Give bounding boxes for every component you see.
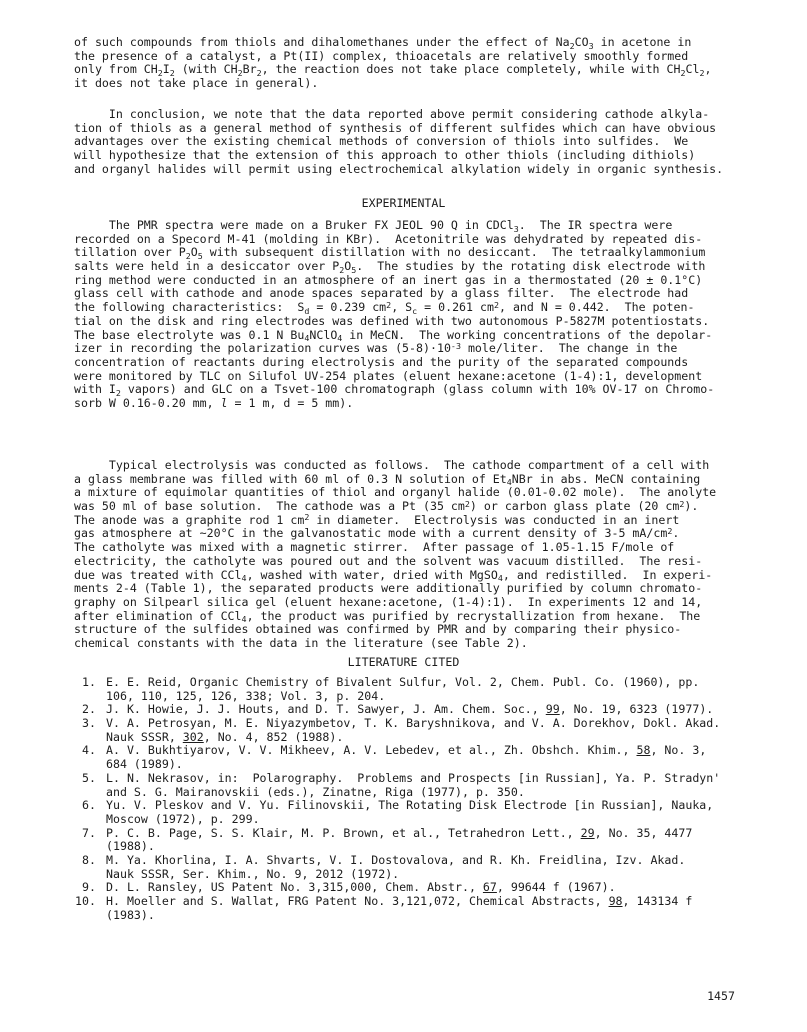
reference-number: 1. <box>82 675 96 689</box>
reference-line: V. A. Petrosyan, M. E. Niyazymbetov, T. K. Baryshnikova, and V. A. Dorekhov, Dokl. Akad. <box>106 716 721 731</box>
literature-cited-heading: LITERATURE CITED <box>347 655 460 669</box>
text-line: gas atmosphere at ~20°C in the galvanostatic mode with a current density of 3-5 $mA/cm^2$. <box>74 525 680 541</box>
reference-line: Moscow (1972), p. 299. <box>106 811 260 826</box>
text-line: will hypothesize that the extension of this approach to other thiols (including dithiols) <box>74 148 696 163</box>
reference-number: 2. <box>82 702 96 717</box>
reference-line: Nauk SSSR, 302, No. 4, 852 (1988). <box>106 729 344 744</box>
text-line: due was treated with CCl$_4$, washed with water, dried with MgSO$_4$, and redistilled. In experi- <box>74 567 713 583</box>
reference-item <box>74 703 754 717</box>
paragraph-intro-continuation <box>74 36 734 91</box>
text-line: glass cell with cathode and anode spaces separated by a glass filter. The electrode had <box>74 286 689 301</box>
reference-item <box>74 676 754 703</box>
text-line: it does not take place in general). <box>74 76 319 91</box>
text-line: a glass membrane was filled with 60 ml of 0.3 N solution of $Et_4NBr$ in abs. MeCN containing <box>74 471 701 488</box>
reference-item <box>74 772 754 799</box>
reference-line: L. N. Nekrasov, in: Polarography. Problems and Prospects [in Russian], Ya. P. Stradyn' <box>106 770 721 785</box>
text-line: The anode was a graphite rod 1 $cm^2$ in diameter. Electrolysis was conducted in an inert <box>74 512 680 527</box>
text-line: advantages over the existing chemical methods of conversion of thiols into sulfides. We <box>74 134 689 149</box>
text-line: the following characteristics: $S_d = 0.239$ $cm^2$, $S_c = 0.261$ $cm^2$, and N = 0.442. The poten- <box>74 299 695 316</box>
text-line: ments 2-4 (Table 1), the separated products were additionally purified by column chromato- <box>74 581 703 596</box>
reference-item <box>74 799 754 826</box>
reference-item <box>74 744 754 771</box>
paragraph-conclusion <box>74 108 734 176</box>
text-line: The base electrolyte was 0.1 N $Bu_4NClO_4$ in MeCN. The working concentrations of the depolar- <box>74 327 713 343</box>
reference-line: E. E. Reid, Organic Chemistry of Bivalent Sulfur, Vol. 2, Chem. Publ. Co. (1960), pp. <box>106 675 700 689</box>
text-line: was 50 ml of base solution. The cathode was a Pt (35 $cm^2$) or carbon glass plate (20 $cm^2$). <box>74 498 699 514</box>
text-line: Typical electrolysis was conducted as follows. The cathode compartment of a cell with <box>74 458 710 472</box>
text-line: and organyl halides will permit using electrochemical alkylation widely in organic synthesis. <box>74 161 724 176</box>
paragraph-typical-electrolysis <box>74 459 734 651</box>
reference-line: 684 (1989). <box>106 757 183 772</box>
text-line: sorb W 0.16-0.20 mm, l = 1 m, d = 5 mm). <box>74 395 354 410</box>
reference-item <box>74 895 754 922</box>
text-line: In conclusion, we note that the data reported above permit considering cathode alkyla- <box>74 107 710 121</box>
text-line: The catholyte was mixed with a magnetic stirrer. After passage of 1.05-1.15 F/mole of <box>74 540 675 555</box>
reference-number: 4. <box>82 743 96 758</box>
reference-number: 3. <box>82 716 96 731</box>
text-line: of such compounds from thiols and dihalomethanes under the effect of $Na_2CO_3$ in acetone in <box>74 35 692 51</box>
text-line: tial on the disk and ring electrodes was defined with two autonomous P-5827M potentiostats. <box>74 313 710 328</box>
experimental-heading: EXPERIMENTAL <box>361 196 446 210</box>
reference-line: Yu. V. Pleskov and V. Yu. Filinovskii, The Rotating Disk Electrode [in Russian], Nauka, <box>106 798 714 813</box>
reference-line: M. Ya. Khorlina, I. A. Shvarts, V. I. Dostovalova, and R. Kh. Freidlina, Izv. Akad. <box>106 852 686 867</box>
reference-number: 7. <box>82 825 96 840</box>
reference-line: Nauk SSSR, Ser. Khim., No. 9, 2012 (1972). <box>106 866 400 881</box>
reference-list <box>74 676 754 922</box>
reference-item <box>74 854 754 881</box>
text-line: concentration of reactants during electrolysis and the purity of the separated compounds <box>74 354 689 369</box>
text-line: structure of the sulfides obtained was confirmed by PMR and by comparing their physico- <box>74 622 682 637</box>
text-line: ring method were conducted in an atmosphere of an inert gas in a thermostated (20 ± 0.1°C) <box>74 272 703 287</box>
reference-line: J. K. Howie, J. J. Houts, and D. T. Sawyer, J. Am. Chem. Soc., 99, No. 19, 6323 (1977). <box>106 702 714 717</box>
page-number: 1457 <box>707 989 735 1003</box>
text-line: after elimination of CCl$_4$, the product was purified by recrystallization from hexane. The <box>74 608 701 625</box>
reference-line: H. Moeller and S. Wallat, FRG Patent No. 3,121,072, Chemical Abstracts, 98, 143134 f <box>106 894 693 908</box>
text-line: graphy on Silpearl silica gel (eluent hexane:acetone, (1-4):1). In experiments 12 and 14, <box>74 594 703 609</box>
reference-number: 8. <box>82 852 96 867</box>
reference-number: 10. <box>75 894 96 908</box>
reference-line: 106, 110, 125, 126, 338; Vol. 3, p. 204. <box>106 688 386 703</box>
reference-item <box>74 717 754 744</box>
reference-line: D. L. Ransley, US Patent No. 3,315,000, Chem. Abstr., 67, 99644 f (1967). <box>106 880 616 895</box>
reference-item <box>74 827 754 854</box>
text-line: the presence of a catalyst, a Pt(II) complex, thioacetals are relatively smoothly formed <box>74 48 689 63</box>
reference-number: 6. <box>82 798 96 813</box>
text-line: The PMR spectra were made on a Bruker FX JEOL 90 Q in CDCl$_3$. The IR spectra were <box>74 218 673 234</box>
text-line: tillation over $P_2O_5$ with subsequent distillation with no desiccant. The tetraalkylammonium <box>74 245 706 261</box>
text-line: chemical constants with the data in the literature (see Table 2). <box>74 635 528 650</box>
reference-line: (1983). <box>106 907 155 922</box>
reference-line: P. C. B. Page, S. S. Klair, M. P. Brown, et al., Tetrahedron Lett., 29, No. 35, 4477 <box>106 825 693 840</box>
text-line: a mixture of equimolar quantities of thiol and organyl halide (0.01-0.02 mole). The anolyte <box>74 485 717 500</box>
reference-number: 9. <box>82 880 96 895</box>
text-line: salts were held in a desiccator over $P_2O_5$. The studies by the rotating disk electrode with <box>74 259 706 275</box>
text-line: tion of thiols as a general method of synthesis of different sulfides which can have obvious <box>74 120 717 135</box>
text-line: electricity, the catholyte was poured out and the solvent was vacuum distilled. The resi- <box>74 553 703 568</box>
text-line: izer in recording the polarization curves was $(5-8)\cdot 10^{-3}$ mole/liter. The change in the <box>74 340 678 356</box>
text-line: were monitored by TLC on Silufol UV-254 plates (eluent hexane:acetone (1-4):1, development <box>74 368 703 383</box>
text-line: recorded on a Specord M-41 (molding in KBr). Acetonitrile was dehydrated by repeated dis- <box>74 231 703 246</box>
reference-line: A. V. Bukhtiyarov, V. V. Mikheev, A. V. Lebedev, et al., Zh. Obshch. Khim., 58, No. 3, <box>106 743 707 758</box>
text-line: with $I_2$ vapors) and GLC on a Tsvet-100 chromatograph (glass column with 10% OV-17 on Chromo- <box>74 382 715 398</box>
reference-line: (1988). <box>106 839 155 854</box>
text-line: only from $CH_2I_2$ (with $CH_2Br_2$, the reaction does not take place completely, while with $CH_2Cl_2$, <box>74 62 712 78</box>
reference-item <box>74 881 754 895</box>
paragraph-spectra-methods <box>74 219 734 411</box>
reference-line: and S. G. Mairanovskii (eds.), Zinatne, Riga (1977), p. 350. <box>106 784 525 799</box>
reference-number: 5. <box>82 770 96 785</box>
